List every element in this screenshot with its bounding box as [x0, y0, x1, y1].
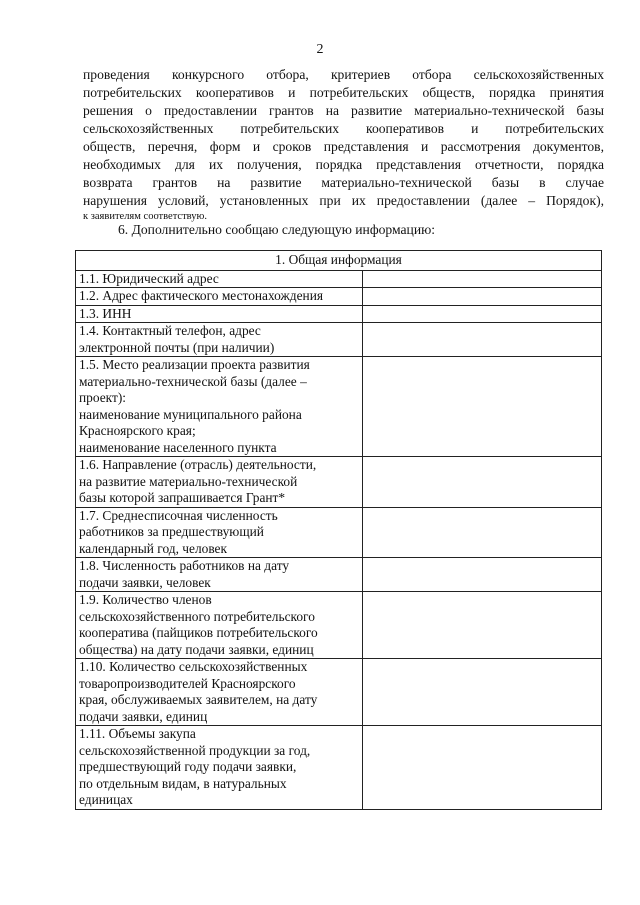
paragraph-line: необходимых для их получения, порядка представления отчетности, порядка [83, 157, 604, 172]
paragraph-line: обществ, перечня, форм и сроков представления и рассмотрения документов, [83, 139, 604, 154]
general-info-table [75, 250, 602, 810]
row-label-line: 1.2. Адрес фактического местонахождения [79, 288, 324, 303]
row-value-cell[interactable] [363, 659, 602, 726]
row-label-line: 1.1. Юридический адрес [79, 270, 219, 286]
row-label-line: сельскохозяйственного потребительского [79, 608, 315, 624]
table-row [76, 507, 602, 558]
row-value-cell[interactable] [363, 592, 602, 659]
row-label [76, 357, 363, 457]
table-row [76, 270, 602, 288]
table-row [76, 357, 602, 457]
row-label-line: на развитие материально-технической [79, 473, 298, 489]
row-label-line: материально-технической базы (далее – [79, 373, 307, 389]
row-label-line: работников за предшествующий [79, 524, 264, 539]
paragraph-line: сельскохозяйственных потребительских кооперативов и потребительских [83, 121, 604, 136]
row-label-line: 1.3. ИНН [79, 305, 132, 321]
row-label-line: наименование муниципального района [79, 406, 302, 422]
intro-text: 6. Дополнительно сообщаю следующую информацию: [118, 222, 436, 237]
row-value-cell[interactable] [363, 558, 602, 592]
row-label [76, 592, 363, 659]
table-row [76, 558, 602, 592]
row-value-cell[interactable] [363, 726, 602, 810]
row-label-line: 1.5. Место реализации проекта развития [79, 357, 310, 372]
paragraph-line: потребительских кооперативов и потребительских обществ, порядка принятия [83, 85, 604, 100]
row-label [76, 305, 363, 323]
row-label-line: 1.11. Объемы закупа [79, 726, 196, 741]
table-row [76, 323, 602, 357]
table-row [76, 288, 602, 306]
paragraph-small-note: к заявителям соответствую. [83, 211, 207, 222]
row-label-line: подачи заявки, человек [79, 574, 211, 590]
paragraph-line: проведения конкурсного отбора, критериев отбора сельскохозяйственных [83, 67, 604, 82]
row-value-cell[interactable] [363, 305, 602, 323]
row-label-line: 1.7. Среднесписочная численность [79, 507, 278, 523]
row-label-line: товаропроизводителей Красноярского [79, 675, 296, 691]
row-label-line: наименование населенного пункта [79, 439, 277, 455]
row-label-line: проект): [79, 390, 127, 405]
row-label-line: электронной почты (при наличии) [79, 339, 275, 355]
row-label [76, 659, 363, 726]
paragraph-line: возврата грантов на развитие материально-технической базы в случае [83, 175, 604, 190]
row-label [76, 726, 363, 810]
row-label-line: 1.9. Количество членов [79, 592, 212, 607]
table-row [76, 726, 602, 810]
row-label-line: предшествующий году подачи заявки, [79, 759, 297, 774]
table-row [76, 659, 602, 726]
row-label-line: 1.6. Направление (отрасль) деятельности, [79, 457, 317, 472]
row-value-cell[interactable] [363, 507, 602, 558]
row-label-line: 1.4. Контактный телефон, адрес [79, 323, 261, 338]
table-row [76, 457, 602, 508]
row-label-line: общества) на дату подачи заявки, единиц [79, 641, 314, 657]
paragraph-line: решения о предоставлении грантов на развитие материально-технической базы [83, 103, 604, 118]
row-label-line: базы которой запрашивается Грант* [79, 490, 286, 505]
row-value-cell[interactable] [363, 457, 602, 508]
body-paragraph [83, 66, 604, 224]
row-value-cell[interactable] [363, 323, 602, 357]
row-value-cell[interactable] [363, 270, 602, 288]
row-label [76, 323, 363, 357]
row-label [76, 288, 363, 306]
row-label-line: подачи заявки, единиц [79, 708, 208, 724]
row-label [76, 270, 363, 288]
row-value-cell[interactable] [363, 288, 602, 306]
row-label [76, 507, 363, 558]
row-label-line: Красноярского края; [79, 423, 196, 438]
paragraph-line: нарушения условий, установленных при их предоставлении (далее – Порядок), [83, 193, 604, 208]
row-label-line: сельскохозяйственной продукции за год, [79, 742, 311, 758]
table-row [76, 305, 602, 323]
row-label [76, 457, 363, 508]
row-label-line: по отдельным видам, в натуральных [79, 775, 287, 791]
table-header: 1. Общая информация [76, 251, 602, 271]
row-label-line: 1.10. Количество сельскохозяйственных [79, 659, 308, 674]
row-label-line: кооператива (пайщиков потребительского [79, 625, 318, 640]
table-row [76, 592, 602, 659]
page-number: 2 [316, 42, 324, 57]
row-label-line: единицах [79, 792, 133, 807]
row-label-line: календарный год, человек [79, 540, 228, 556]
row-value-cell[interactable] [363, 357, 602, 457]
row-label-line: края, обслуживаемых заявителем, на дату [79, 692, 318, 707]
row-label-line: 1.8. Численность работников на дату [79, 558, 290, 573]
row-label [76, 558, 363, 592]
